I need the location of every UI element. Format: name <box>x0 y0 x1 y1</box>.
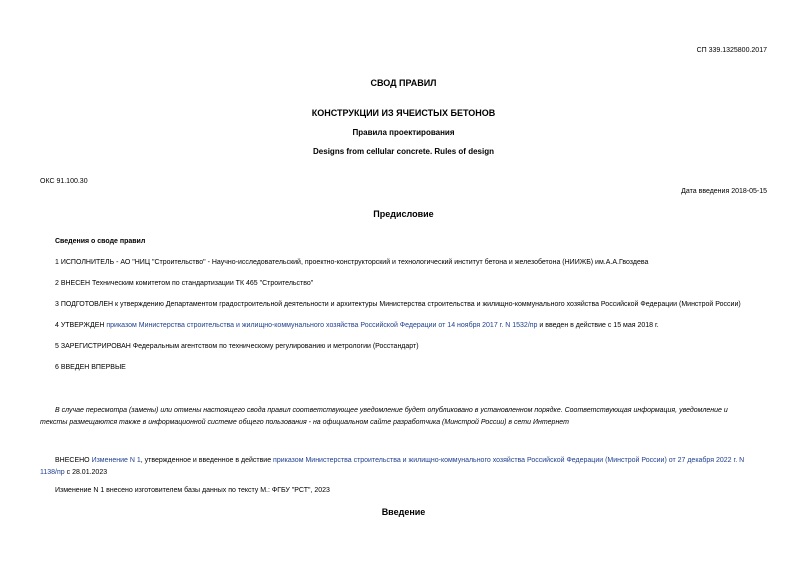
amendment-date: с 28.01.2023 <box>64 469 108 476</box>
oks-code: ОКС 91.100.30 <box>40 178 88 185</box>
approved-suffix: и введен в действие с 15 мая 2018 г. <box>537 322 659 329</box>
amendment-label: ВНЕСЕНО <box>55 457 92 464</box>
revision-notice-line-2: тексты размещаются также в информационной системе общего пользования - на официальном сайте разработчика (Минстрой России) в сети Интернет <box>40 419 569 426</box>
revision-notice <box>40 405 728 429</box>
document-title-english: Designs from cellular concrete. Rules of design <box>313 147 494 156</box>
info-heading: Сведения о своде правил <box>55 238 146 245</box>
amendment-paragraph <box>40 455 744 479</box>
amendment-order-link-continued[interactable]: 1138/пр <box>40 469 65 476</box>
list-item-approved <box>55 322 659 329</box>
approved-label: 4 УТВЕРЖДЕН <box>55 322 107 329</box>
preface-heading: Предисловие <box>373 209 434 219</box>
list-item-introduced: 2 ВНЕСЕН Техническим комитетом по стандартизации ТК 465 "Строительство" <box>55 280 314 287</box>
amendment-middle-text: , утвержденное и введенное в действие <box>140 457 274 464</box>
amendment-order-link[interactable]: приказом Министерства строительства и жилищно-коммунального хозяйства Российской Федерации (Минстрой России) от 27 декабря 2022 г. N <box>273 457 745 464</box>
document-title: КОНСТРУКЦИИ ИЗ ЯЧЕИСТЫХ БЕТОНОВ <box>311 108 496 118</box>
amendment-line-1 <box>40 455 744 467</box>
document-code: СП 339.1325800.2017 <box>696 47 767 54</box>
list-item-executor: 1 ИСПОЛНИТЕЛЬ - АО "НИЦ "Строительство" - Научно-исследовательский, проектно-конструкторский и технологический институт бетона и железобетона (НИИЖБ) им.А.А.Гвоздева <box>55 259 649 266</box>
list-item-first-introduced: 6 ВВЕДЕН ВПЕРВЫЕ <box>55 364 126 371</box>
list-item-prepared: 3 ПОДГОТОВЛЕН к утверждению Департаментом градостроительной деятельности и архитектуры Министерства строительства и жилищно-коммунального хозяйства Российской Федерации (Минстрой России) <box>55 301 741 308</box>
introduction-date: Дата введения 2018-05-15 <box>681 188 767 195</box>
document-type-title: СВОД ПРАВИЛ <box>370 78 437 88</box>
revision-notice-line-1: В случае пересмотра (замены) или отмены настоящего свода правил соответствующее уведомление будет опубликовано в установленном порядке. Соответствующая информация, уведомление и <box>55 407 728 414</box>
amendment-link[interactable]: Изменение N 1 <box>91 457 141 464</box>
amendment-line-2 <box>40 467 744 479</box>
approval-order-link[interactable]: приказом Министерства строительства и жилищно-коммунального хозяйства Российской Федерации от 14 ноября 2017 г. N 1532/пр <box>106 322 538 329</box>
document-subtitle: Правила проектирования <box>352 128 455 137</box>
amendment-note: Изменение N 1 внесено изготовителем базы данных по тексту М.: ФГБУ "РСТ", 2023 <box>55 487 330 494</box>
list-item-registered: 5 ЗАРЕГИСТРИРОВАН Федеральным агентством по техническому регулированию и метрологии (Росстандарт) <box>55 343 419 350</box>
introduction-heading: Введение <box>381 507 426 517</box>
